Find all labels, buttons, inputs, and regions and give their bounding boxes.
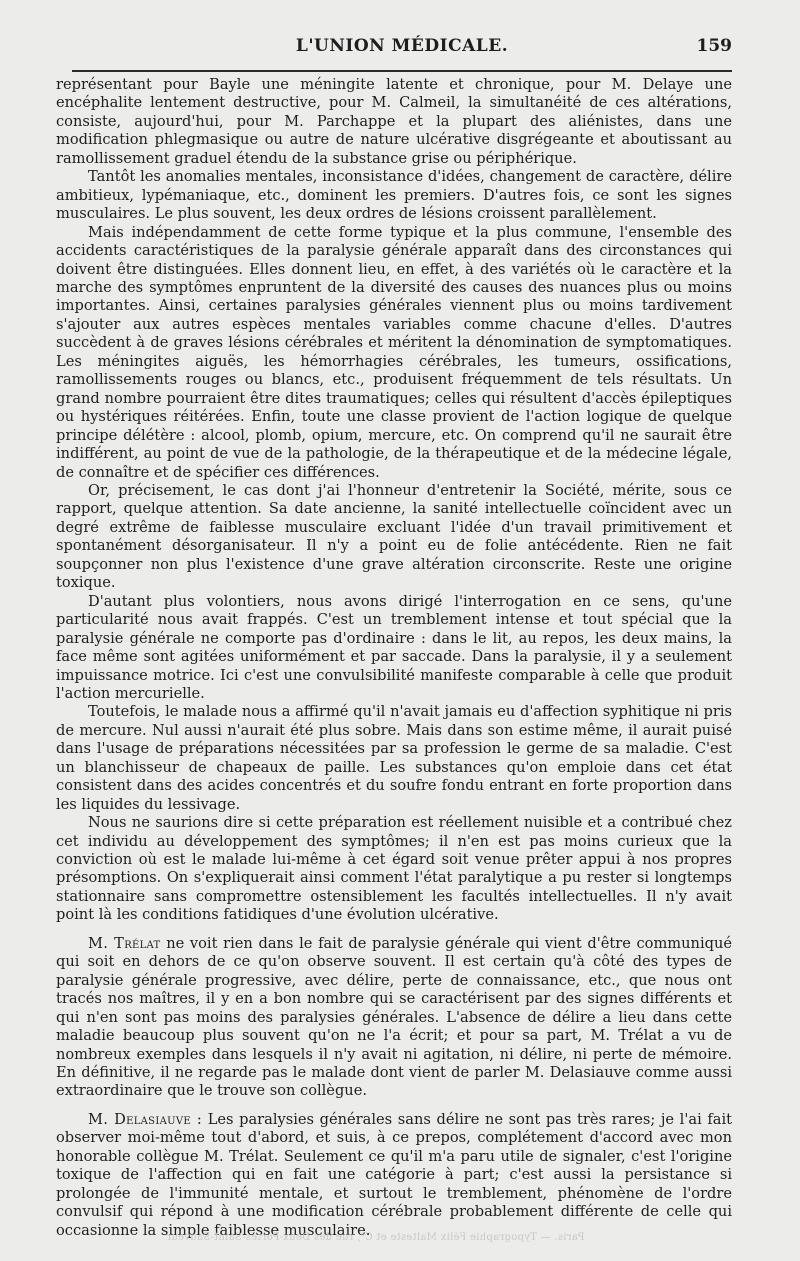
speaker-name: M. Delasiauve : (88, 1110, 203, 1128)
speaker-name: M. Trélat (88, 934, 161, 952)
paragraph: Nous ne saurions dire si cette préparation est réellement nuisible et a contribué chez cet individu au développement des symptômes; il n'en est pas moins curieux que la conviction où est le malade lui-même à cet égard soit venue prêter appui à nos propres présomptions. On s'expliquerait ainsi comment l'état paralytique a pu rester si longtemps stationnaire sans compromettre ostensiblement les facultés intellectuelles. Il n'y avait point là les conditions fatidiques d'une évolution ulcérative. (56, 814, 732, 924)
paragraph: Toutefois, le malade nous a affirmé qu'il n'avait jamais eu d'affection syphitique ni pris de mercure. Nul aussi n'aurait été plus sobre. Mais dans son estime même, il aurait puisé dans l'usage de préparations nécessitées par sa profession le germe de sa maladie. C'est un blanchisseur de chapeaux de paille. Les substances qu'on emploie dans cet état consistent dans des acides concentrés et du soufre fondu entrant en forte proportion dans les liquides du lessivage. (56, 703, 732, 813)
paragraph: D'autant plus volontiers, nous avons dirigé l'interrogation en ce sens, qu'une particularité nous avait frappés. C'est un tremblement intense et tout spécial que la paralysie générale ne comporte pas d'ordinaire : dans le lit, au repos, les deux mains, la face même sont agitées uniformément et par saccade. Dans la paralysie, il y a seulement impuissance motrice. Ici c'est une convulsibilité manifeste comparable à celle que produit l'action mercurielle. (56, 592, 732, 702)
discussion-paragraph (56, 1111, 732, 1240)
paragraph: Or, précisement, le cas dont j'ai l'honneur d'entretenir la Société, mérite, sous ce rapport, quelque attention. Sa date ancienne, la sanité intellectuelle coïncident avec un degré extrême de faiblesse musculaire excluant l'idée d'un travail primitivement et spontanément désorganisateur. Il n'y a point eu de folie antécédente. Rien ne fait soupçonner non plus l'existence d'une grave altération circonscrite. Reste une origine toxique. (56, 481, 732, 592)
discussion-paragraph (56, 935, 732, 1101)
page-header (72, 30, 732, 66)
discussion-text: Les paralysies générales sans délire ne sont pas très rares; je l'ai fait observer moi-même tout d'abord, et suis, à ce prepos, complétement d'accord avec mon honorable collègue M. Trélat. Seulement ce qu'il m'a paru utile de signaler, c'est l'origine toxique de l'affection qui en fait une catégorie à part; c'est aussi la persistance si prolongée de l'immunité mentale, et surtout le tremblement, phénomène de l'ordre convulsif qui répond à une modification cérébrale probablement différente de celle qui occasionne la simple faiblesse musculaire. (56, 1110, 732, 1239)
paragraph: Tantôt les anomalies mentales, inconsistance d'idées, changement de caractère, délire ambitieux, lypémaniaque, etc., dominent les premiers. D'autres fois, ce sont les signes musculaires. Le plus souvent, les deux ordres de lésions croissent parallèlement. (56, 168, 732, 223)
header-rule (72, 70, 732, 72)
article-body (56, 76, 732, 1240)
page-number: 159 (696, 36, 732, 56)
paragraph: Mais indépendamment de cette forme typique et la plus commune, l'ensemble des accidents caractéristiques de la paralysie générale apparaît dans des circonstances qui doivent être distinguées. Elles donnent lieu, en effet, à des variétés où le caractère et la marche des symptômes enpruntent de la diversité des causes des nuances plus ou moins importantes. Ainsi, certaines paralysies générales viennent plus ou moins tardivement s'ajouter aux autres espèces mentales variables comme chacune d'elles. D'autres succèdent à de graves lésions cérébrales et méritent la dénomination de symptomatiques. Les méningites aiguës, les hémorrhagies cérébrales, les tumeurs, ossifications, ramollissements rouges ou blancs, etc., produisent fréquemment de tels résultats. Un grand nombre pourraient être dites traumatiques; celles qui résultent d'accès épileptiques ou hystériques réitérées. Enfin, toute une classe provient de l'action logique de quelque principe délétère : alcool, plomb, opium, mercure, etc. On comprend qu'il ne saurait être indifférent, au point de vue de la pathologie, de la thérapeutique et de la médecine légale, de connaître et de spécifier ces différences. (56, 223, 732, 481)
paragraph: représentant pour Bayle une méningite latente et chronique, pour M. Delaye une encéphalite lentement destructive, pour M. Calmeil, la simultanéité de ces altérations, consiste, aujourd'hui, pour M. Parchappe et la plupart des aliénistes, dans une modification phlegmasique ou autre de nature ulcérative disgrégeante et aboutissant au ramollissement graduel étendu de la substance grise ou périphérique. (56, 76, 732, 167)
discussion-text: ne voit rien dans le fait de paralysie générale qui vient d'être communiqué qui soit en dehors de ce qu'on observe souvent. Il est certain qu'à côté des types de paralysie générale progressive, avec délire, perte de connaissance, etc., que nous ont tracés nos maîtres, il y en a bon nombre qui se caractérisent par des signes différents et qui n'en sont pas moins des paralysies générales. L'absence de délire a lieu dans cette maladie beaucoup plus souvent qu'on ne l'a écrit; et pour sa part, M. Trélat a vu de nombreux exemples dans lesquels il n'y avait ni agitation, ni délire, ni perte de mémoire. En définitive, il ne regarde pas le malade dont vient de parler M. Delasiauve comme aussi extraordinaire que le trouve son collègue. (56, 934, 732, 1100)
running-title: L'UNION MÉDICALE. (295, 36, 509, 56)
show-through-imprint: Paris. — Typographie Félix Malteste et Cᵉ, rue des Deux-Portes-Saint-Sauveur (166, 1232, 585, 1243)
